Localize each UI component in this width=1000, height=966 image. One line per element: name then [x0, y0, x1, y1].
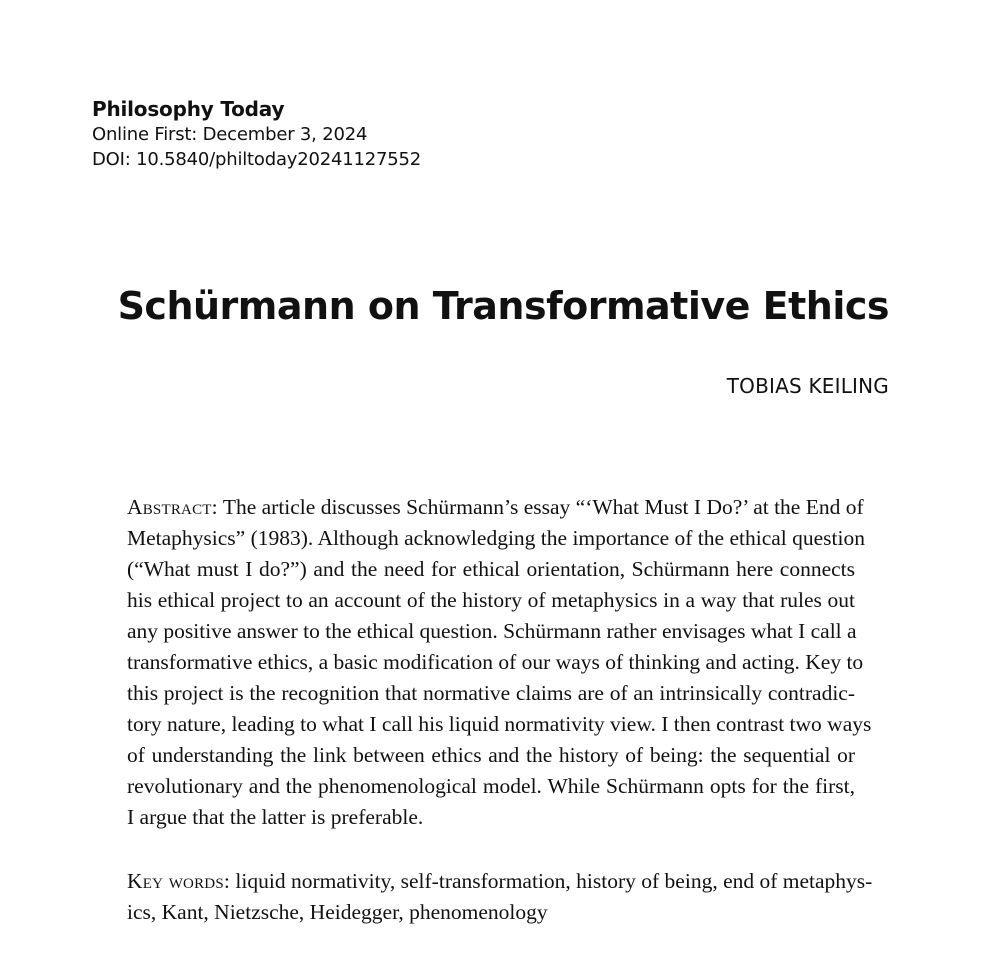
keywords-line: ics, Kant, Nietzsche, Heidegger, phenomenology	[127, 900, 548, 924]
abstract-line: tory nature, leading to what I call his liquid normativity view. I then contrast two ways	[127, 712, 872, 736]
abstract-line: transformative ethics, a basic modification of our ways of thinking and acting. Key to	[127, 650, 864, 674]
journal-name: Philosophy Today	[92, 97, 285, 121]
abstract-line: (“What must I do?”) and the need for ethical orientation, Schürmann here connects	[127, 557, 855, 581]
abstract-line: his ethical project to an account of the history of metaphysics in a way that rules out	[127, 588, 855, 612]
abstract-line: any positive answer to the ethical question. Schürmann rather envisages what I call a	[127, 619, 857, 643]
abstract-text: The article discusses Schürmann’s essay “‘What Must I Do?’ at the End of	[217, 495, 864, 519]
abstract-line: I argue that the latter is preferable.	[127, 805, 424, 829]
abstract-line: Metaphysics” (1983). Although acknowledging the importance of the ethical question	[127, 526, 865, 550]
keywords-label: Key words:	[127, 869, 231, 893]
journal-header	[92, 96, 421, 172]
keywords-line	[127, 866, 873, 897]
abstract-label: Abstract:	[127, 495, 218, 519]
abstract	[127, 492, 872, 833]
abstract-line: this project is the recognition that normative claims are of an intrinsically contradic-	[127, 681, 855, 705]
abstract-line: of understanding the link between ethics and the history of being: the sequential or	[127, 743, 855, 767]
online-first-date: Online First: December 3, 2024	[92, 124, 368, 145]
doi: DOI: 10.5840/philtoday20241127552	[92, 149, 422, 170]
author-name: TOBIAS KEILING	[726, 374, 889, 398]
keywords-text: liquid normativity, self-transformation, history of being, end of metaphys-	[230, 869, 873, 893]
abstract-line: revolutionary and the phenomenological model. While Schürmann opts for the first,	[127, 774, 855, 798]
abstract-line	[127, 492, 864, 523]
keywords	[127, 866, 873, 928]
article-title: Schürmann on Transformative Ethics	[117, 284, 889, 328]
